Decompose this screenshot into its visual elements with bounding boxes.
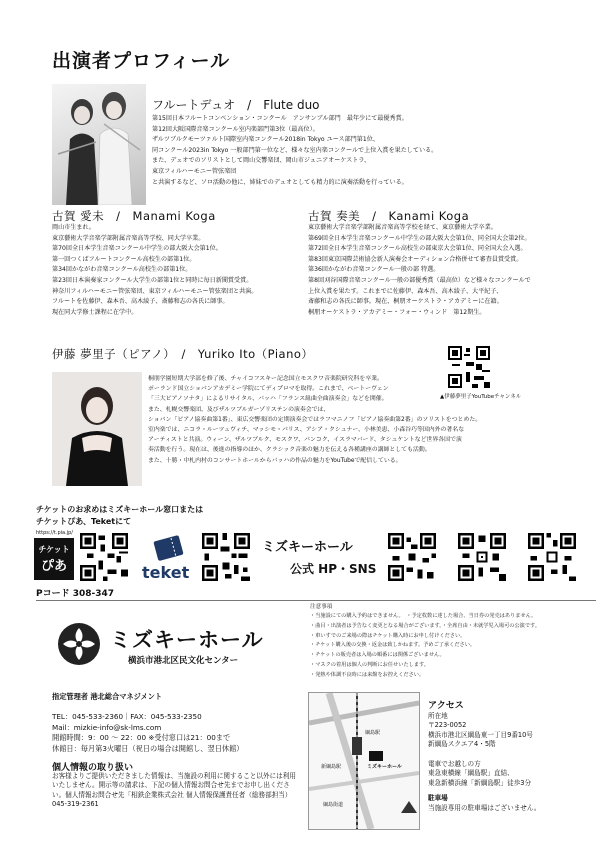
youtube-caption: ▲伊藤夢里子YouTubeチャンネル [440, 394, 522, 400]
access-title: アクセス [428, 701, 464, 711]
pcode: Pコード 308-347 [36, 589, 115, 599]
pia-logo-bottom: ぴあ [40, 559, 67, 574]
yuriko-name: 伊藤 夢里子（ピアノ） / Yuriko Ito（Piano） [52, 347, 314, 361]
duo-photo-figure-icon [52, 84, 146, 205]
hp-qr-code[interactable] [388, 533, 436, 581]
ticket-text-1: チケットのお求めはミズキーホール窓口または [36, 505, 204, 514]
qr-icon [202, 533, 250, 581]
duo-photo [52, 84, 146, 205]
teket-wordmark: teket [142, 563, 190, 582]
qr-icon [388, 533, 436, 581]
dogwood-flower-icon [56, 622, 102, 666]
ticket-text-2: チケットぴあ、Teketにて [36, 517, 132, 526]
map-label-road: 綱島街道 [323, 802, 344, 808]
hall-sns-title: ミズキーホール [262, 540, 353, 555]
pia-qr-code[interactable] [80, 533, 128, 581]
privacy-title: 個人情報の取り扱い [52, 763, 134, 773]
pia-logo-top: チケット [38, 545, 70, 554]
kanami-bio: 東京藝術大学音楽学部附属音楽高等学校を経て、東京藝術大学卒業。 第69回全日本学生音楽コンクール中学生の部大阪大会第1位、同全国大会第2位。 第72回全日本学生音楽コンクール高校生の部東京大会第1位、同全国大会入選。 第83回東京国際芸術協会新人演奏会オーディション合格併せて審査員賞受賞。 第36回かながわ音楽コンクール一般の部 特選。 第8回刈谷国際音楽コンクール一般の部優秀賞（最高位）など様々なコンクールで 上位入賞を果たす。これまでに佐藤伊、森本吾、高木綾子、大平紀子、 斎藤和志の各氏に師事。現在、桐朋オーケストラ・アカデミーに在籍。 桐朋オーケストラ・アカデミー・フォー・ウィンド 第12期生。 [308, 224, 531, 316]
teket-logo[interactable] [140, 534, 198, 584]
kanami-name: 古賀 奏美 / Kanami Koga [308, 209, 470, 223]
qr-icon [528, 533, 576, 581]
manami-name: 古賀 愛未 / Manami Koga [52, 209, 216, 223]
map-label-shin-tsunashima: 新綱島駅 [321, 764, 342, 770]
yuriko-bio: 桐朋学園短期大学部を修了後、チャイコフスキー記念国立モスクワ音楽院研究科を卒業。 ポーランド国立ショパンアカデミー学院にてディプロマを取得。これまで、ベートーヴェン 「三大ピアノソナタ」によるリサイタル、バッハ「フランス組曲全曲演奏会」などを開催。 また、札幌交響楽団、及びザルツブルガーゾリステンの演奏会では、 ショパン「ピアノ協奏曲第1番」、東広交響楽団の定期演奏会ではラフマニノフ「ピアノ協奏曲第2番」のソリストをつとめた。 室内楽では、ニコラ・ルーツェヴィチ、マッシモ・パリス、アシア・クシュナー、小林美恵、小森谷巧等国内外の著名な アーティストと共演。ウィーン、ザルツブルク、モスクワ、パンコク、イスラマバード、タシュケントなど世界各国で演 奏活動を行う。現在は、後進の指導のほか、クラシック音楽の魅力を伝える各種講座の講師としても活動。 また、十勝・中札内村のコンサートホールからバッハの作品の魅力をYouTubeで配信している。 [148, 376, 482, 464]
qr-icon [80, 533, 128, 581]
hall-manager: 指定管理者 港北総合マネジメント [52, 692, 163, 701]
duo-bio: 第15回日本フルートコンベンション・コンクール アンサンブル部門 最年少にて最優秀賞。 第12回大阪国際音楽コンクール室内楽部門第3位（最高位）。 ザルツブルクモーツァルト国際室内楽コンクール2018in Tokyo ユース部門第1位、 同コンクール2023in Tokyo 一般部門第一位など、様々な室内楽コンクールで上位入賞を果たしている。 また、デュオでのソリストとして岡山交響楽団、岡山市ジュニアオーケストラ、 東京フィルハーモニー管弦楽団 と共演するなど、ソロ活動の他に、姉妹でのデュオとしても精力的に演奏活動を行っている。 [152, 115, 438, 186]
teket-qr-code[interactable] [202, 533, 250, 581]
pia-url[interactable]: https://t.pia.jp/ [36, 530, 73, 536]
notice-text: ・当施設にての購入予約はできません。 ・予定枚数に達した場合、当日券の発売はありません。 ・曲目・出演者は予告なく変更となる場合がございます。・全席自由・未就学児入場可の公演です。 ・車いすでのご来場の際はチケット購入時にお申し付けください。 ・チケット購入後の交換・返金は致しかねます。予めご了承ください。 ・チケットの販売者は入場の順番には関係ございません。 ・マスクの着用は個人の判断にお任せいたします。 ・発熱や体調不良時には来館をお控えください。 [310, 613, 541, 678]
page-title: 出演者プロフィール [52, 50, 231, 72]
hall-logo-subtitle: 横浜市港北区民文化センター [128, 656, 239, 666]
notice-title: 注意事項 [310, 604, 333, 610]
hall-logo-name: ミズキーホール [110, 628, 264, 652]
parking-text: 当施設専用の駐車場はございません。 [428, 804, 541, 812]
yuriko-photo-figure-icon [52, 372, 142, 486]
access-address: 所在地 〒223-0052 横浜市港北区綱島東一丁目9番10号 新綱島スクエア4・5階 [428, 712, 533, 749]
qr-icon [458, 533, 506, 581]
yuriko-photo [52, 372, 142, 486]
privacy-text: お客様よりご提供いただきました情報は、当施設の利用に関すること以外には利用いたしません。開示等の請求は、下記の個人情報お問合せ先までお申し出ください。個人情報お問合せ先「相鉄企業株式会社 個人情報保護責任者（総務部担当）045-319-2361 [52, 772, 296, 809]
hall-logo-mark [56, 622, 102, 666]
manami-bio: 岡山市生まれ。 東京藝術大学音楽学部附属音楽高等学校、同大学卒業。 第70回全日本学生音楽コンクール中学生の部大阪大会第1位。 第一回つくばフルートコンクール高校生の部第1位。 第34回かながわ音楽コンクール高校生の部第1位。 第23回日本演奏家コンクール大学生の部第1位と同時に毎日新聞賞受賞。 神奈川フィルハーモニー管弦楽団、東京フィルハーモニー管弦楽団と共演。 フルートを佐藤伊、森本吾、高木綾子、斎藤和志の各氏に師事。 現在同大学修士課程に在学中。 [52, 224, 258, 316]
pia-logo[interactable] [34, 538, 74, 580]
access-train: 電車でお越しの方 東急東横線「綱島駅」直結、 東急新横浜線「新綱島駅」徒歩3分 [428, 760, 532, 787]
map-label-hall: ミズキーホール [367, 764, 402, 770]
hall-contact: TEL：045-533-2360｜FAX：045-533-2350 Mail：mizkie-info@sk-lms.com 開館時間：9：00 ～ 22：00 ※受付窓口は21：00まで 休館日：毎月第3火曜日（祝日の場合は開館し、翌日休館） [52, 712, 244, 753]
sns-qr-code-2[interactable] [528, 533, 576, 581]
map-icon [309, 693, 419, 829]
duo-title: フルートデュオ / Flute duo [152, 98, 320, 112]
hall-sns-subtitle: 公式 HP・SNS [290, 562, 377, 576]
parking-title: 駐車場 [428, 794, 448, 802]
access-map [308, 692, 420, 830]
sns-qr-code-1[interactable] [458, 533, 506, 581]
section-divider [36, 600, 596, 601]
map-label-tsunashima: 綱島駅 [365, 730, 381, 736]
